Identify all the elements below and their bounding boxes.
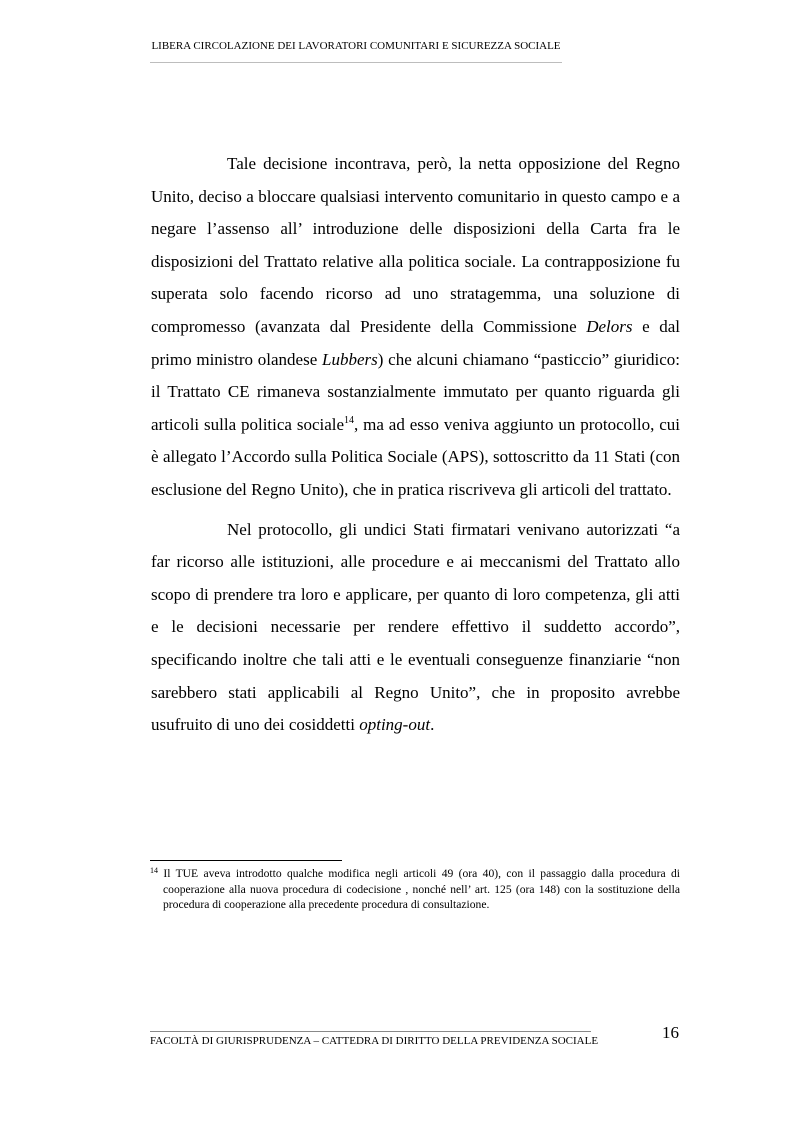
paragraph-1-text-c: ) che alcuni chiamano “pasticcio” giuridico: il Trattato CE rimaneva sostanzialmente immutato per quanto riguarda gli articoli sulla politica sociale xyxy=(151,349,680,434)
paragraph-1-text-b: e dal primo ministro olandese xyxy=(151,316,680,369)
paragraph-2-text-a: Nel protocollo, gli undici Stati firmatari venivano autorizzati “a far ricorso alle istituzioni, alle procedure e ai meccanismi del Trattato allo scopo di prendere tra loro e applicare, per quanto di loro competenza, gli atti e le decisioni necessarie per rendere effettivo il suddetto accordo”, specificando inoltre che tali atti e le eventuali conseguenze finanziarie “non sarebbero stati applicabili al Regno Unito”, che in proposito avrebbe usufruito di uno dei cosiddetti xyxy=(151,519,680,735)
footnote-divider xyxy=(150,860,342,861)
opting-out-term: opting-out xyxy=(359,715,431,735)
paragraph-2 xyxy=(151,514,680,742)
footnote-text: Il TUE aveva introdotto qualche modifica negli articoli 49 (ora 40), con il passaggio dalla procedura di cooperazione alla nuova procedura di codecisione , nonché nell’ art. 125 (ora 148) con la sostituzione della procedura di cooperazione alla precedente procedura di consultazione. xyxy=(158,867,680,912)
paragraph-1-text-d: , ma ad esso veniva aggiunto un protocollo, cui è allegato l’Accordo sulla Politica Sociale (APS), sottoscritto da 11 Stati (con esclusione del Regno Unito), che in pratica riscriveva gli articoli del trattato. xyxy=(151,414,680,499)
delors-name: Delors xyxy=(586,316,633,336)
page-number: 16 xyxy=(662,1023,679,1042)
paragraph-1 xyxy=(151,148,680,507)
footnote-reference[interactable]: 14 xyxy=(344,414,355,426)
running-footer: FACOLTÀ DI GIURISPRUDENZA – CATTEDRA DI DIRITTO DELLA PREVIDENZA SOCIALE xyxy=(150,1035,599,1047)
running-header: LIBERA CIRCOLAZIONE DEI LAVORATORI COMUNITARI E SICUREZZA SOCIALE xyxy=(151,40,561,52)
footnote-number: 14 xyxy=(150,866,158,875)
main-text xyxy=(151,148,680,742)
lubbers-name: Lubbers xyxy=(322,349,378,369)
footnote xyxy=(150,866,680,913)
paragraph-2-text-b: . xyxy=(430,715,435,735)
paragraph-1-text-a: Tale decisione incontrava, però, la netta opposizione del Regno Unito, deciso a bloccare qualsiasi intervento comunitario in questo campo e a negare l’assenso all’ introduzione delle disposizioni della Carta fra le disposizioni del Trattato relative alla politica sociale. La contrapposizione fu superata solo facendo ricorso ad uno stratagemma, una soluzione di compromesso (avanzata dal Presidente della Commissione xyxy=(151,154,680,336)
footer-divider xyxy=(150,1031,591,1032)
header-divider xyxy=(150,62,562,63)
footnote-14 xyxy=(150,866,680,913)
